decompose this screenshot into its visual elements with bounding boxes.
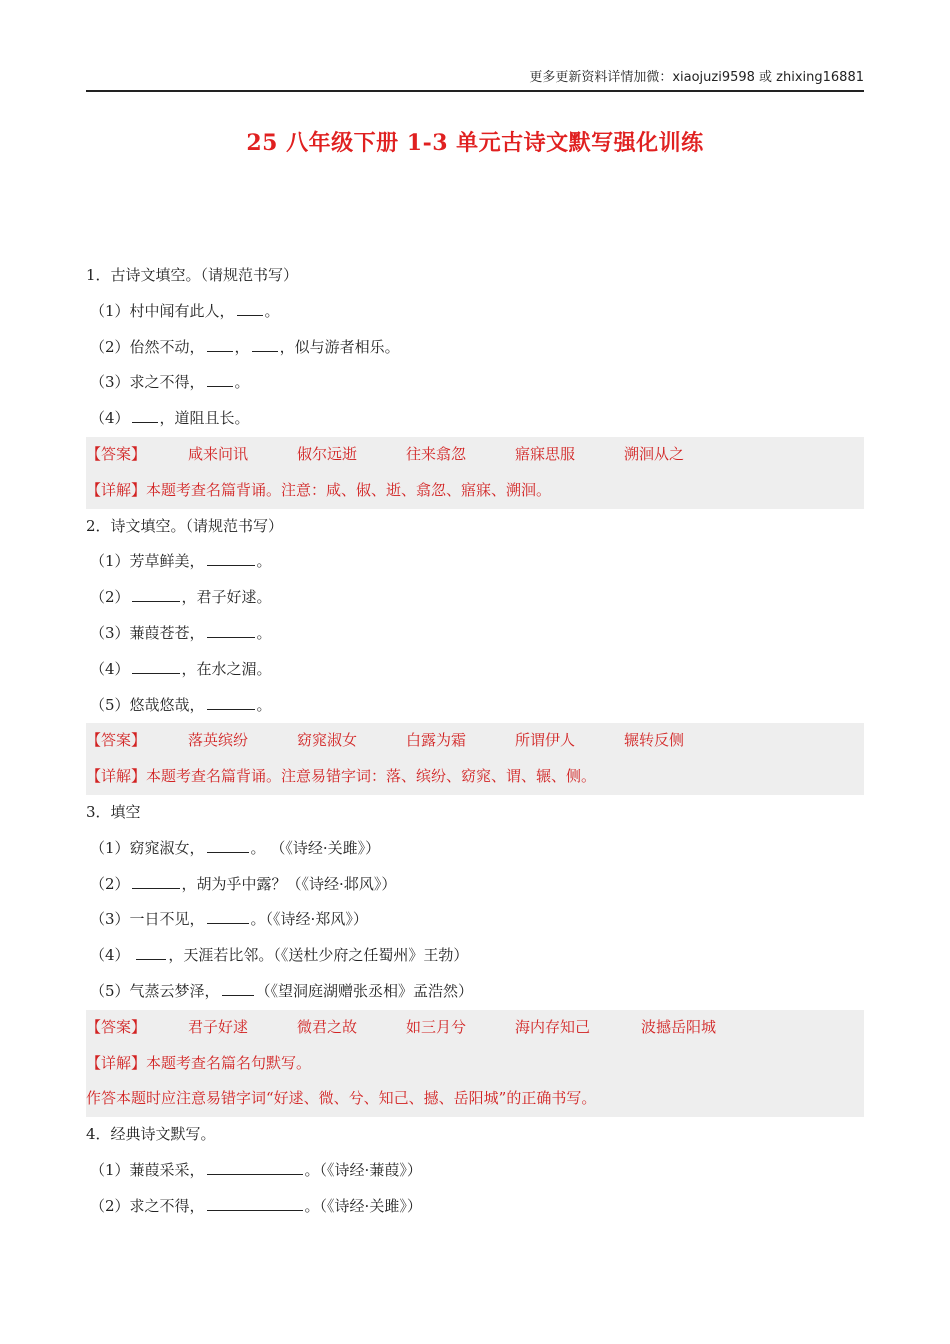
document-body [86, 258, 864, 1225]
answer-blank [207, 622, 255, 638]
answer-item: 白露为霜 [406, 731, 467, 750]
question-item: （2）求之不得， 。（《诗经·关雎》） [90, 1196, 422, 1215]
detail-line: 【详解】本题考查名篇背诵。注意易错字词：落、缤纷、窈窕、谓、辗、侧。 [86, 767, 597, 786]
answer-blank [132, 586, 180, 602]
answer-block [86, 437, 864, 509]
answer-blank [207, 694, 255, 710]
answer-item: 海内存知己 [515, 1017, 591, 1036]
answer-item: 微君之故 [297, 1017, 358, 1036]
page-title: 25 八年级下册 1-3 单元古诗文默写强化训练 [246, 130, 704, 156]
question-item: （1）蒹葭采采， 。（《诗经·蒹葭》） [90, 1160, 422, 1179]
question-heading: 3．填空 [86, 802, 141, 821]
answer-blank [132, 407, 158, 423]
answer-item: 如三月兮 [406, 1017, 467, 1036]
detail-line: 【详解】本题考查名篇名句默写。 [86, 1053, 312, 1072]
question-item: （4） ，在水之湄。 [90, 659, 272, 678]
answer-blank [207, 908, 249, 924]
answer-item: 俶尔远逝 [297, 444, 358, 463]
header-text: 更多更新资料详情加微：xiaojuzi9598 或 zhixing16881 [529, 70, 864, 85]
question-heading: 4．经典诗文默写。 [86, 1125, 216, 1144]
question-item: （2）佁然不动， ， ，似与游者相乐。 [90, 337, 400, 356]
question-item: （3）求之不得， 。 [90, 373, 250, 392]
detail-line: 【详解】本题考查名篇背诵。注意：咸、俶、逝、翕忽、寤寐、溯洄。 [86, 480, 552, 499]
answer-blank [252, 336, 278, 352]
answer-blank [207, 550, 255, 566]
answer-item: 咸来问讯 [188, 444, 249, 463]
question-item: （2） ，胡为乎中露？（《诗经·邶风》） [90, 874, 397, 893]
question-item: （3）蒹葭苍苍， 。 [90, 623, 272, 642]
answer-line: 【答案】 君子好逑 微君之故 如三月兮 海内存知己 波撼岳阳城 [86, 1010, 864, 1046]
answer-item: 落英缤纷 [188, 731, 249, 750]
question-heading: 1．古诗文填空。（请规范书写） [86, 266, 299, 284]
answer-block [86, 723, 864, 795]
answer-blank [207, 1159, 303, 1175]
answer-item: 波撼岳阳城 [641, 1017, 717, 1036]
answer-blank [132, 658, 180, 674]
answer-blank [207, 1195, 303, 1211]
answer-item: 往来翕忽 [406, 444, 467, 463]
question-item: （1）芳草鲜美， 。 [90, 552, 272, 571]
answer-block [86, 1010, 864, 1117]
answer-item: 窈窕淑女 [297, 731, 358, 750]
answer-blank [132, 873, 180, 889]
answer-blank [136, 944, 166, 960]
answer-blank [207, 336, 233, 352]
detail-line: 作答本题时应注意易错字词“好逑、微、兮、知己、撼、岳阳城”的正确书写。 [86, 1089, 597, 1108]
answer-line: 【答案】 咸来问讯 俶尔远逝 往来翕忽 寤寐思服 溯洄从之 [86, 437, 864, 473]
answer-line: 【答案】 落英缤纷 窈窕淑女 白露为霜 所谓伊人 辗转反侧 [86, 723, 864, 759]
answer-item: 君子好逑 [188, 1017, 249, 1036]
answer-item: 辗转反侧 [624, 731, 685, 750]
answer-item: 所谓伊人 [515, 731, 576, 750]
page-header [86, 66, 864, 92]
answer-item: 寤寐思服 [515, 444, 576, 463]
question-item: （4） ，道阻且长。 [90, 409, 250, 428]
answer-blank [237, 300, 263, 316]
question-heading: 2．诗文填空。（请规范书写） [86, 516, 284, 535]
question-item: （2） ，君子好逑。 [90, 588, 272, 607]
question-item: （3）一日不见， 。（《诗经·郑风》） [90, 910, 368, 929]
answer-blank [207, 371, 233, 387]
question-item: （5）悠哉悠哉， 。 [90, 695, 272, 714]
question-item: （1）村中闻有此人， 。 [90, 301, 280, 320]
question-item: （1）窈窕淑女， 。 （《诗经·关雎》） [90, 838, 381, 857]
answer-blank [207, 837, 249, 853]
answer-blank [222, 980, 254, 996]
question-item: （4） ，天涯若比邻。（《送杜少府之任蜀州》王勃） [90, 946, 469, 965]
question-item: （5）气蒸云梦泽， （《望洞庭湖赠张丞相》孟浩然） [90, 981, 474, 1000]
answer-item: 溯洄从之 [624, 444, 685, 463]
